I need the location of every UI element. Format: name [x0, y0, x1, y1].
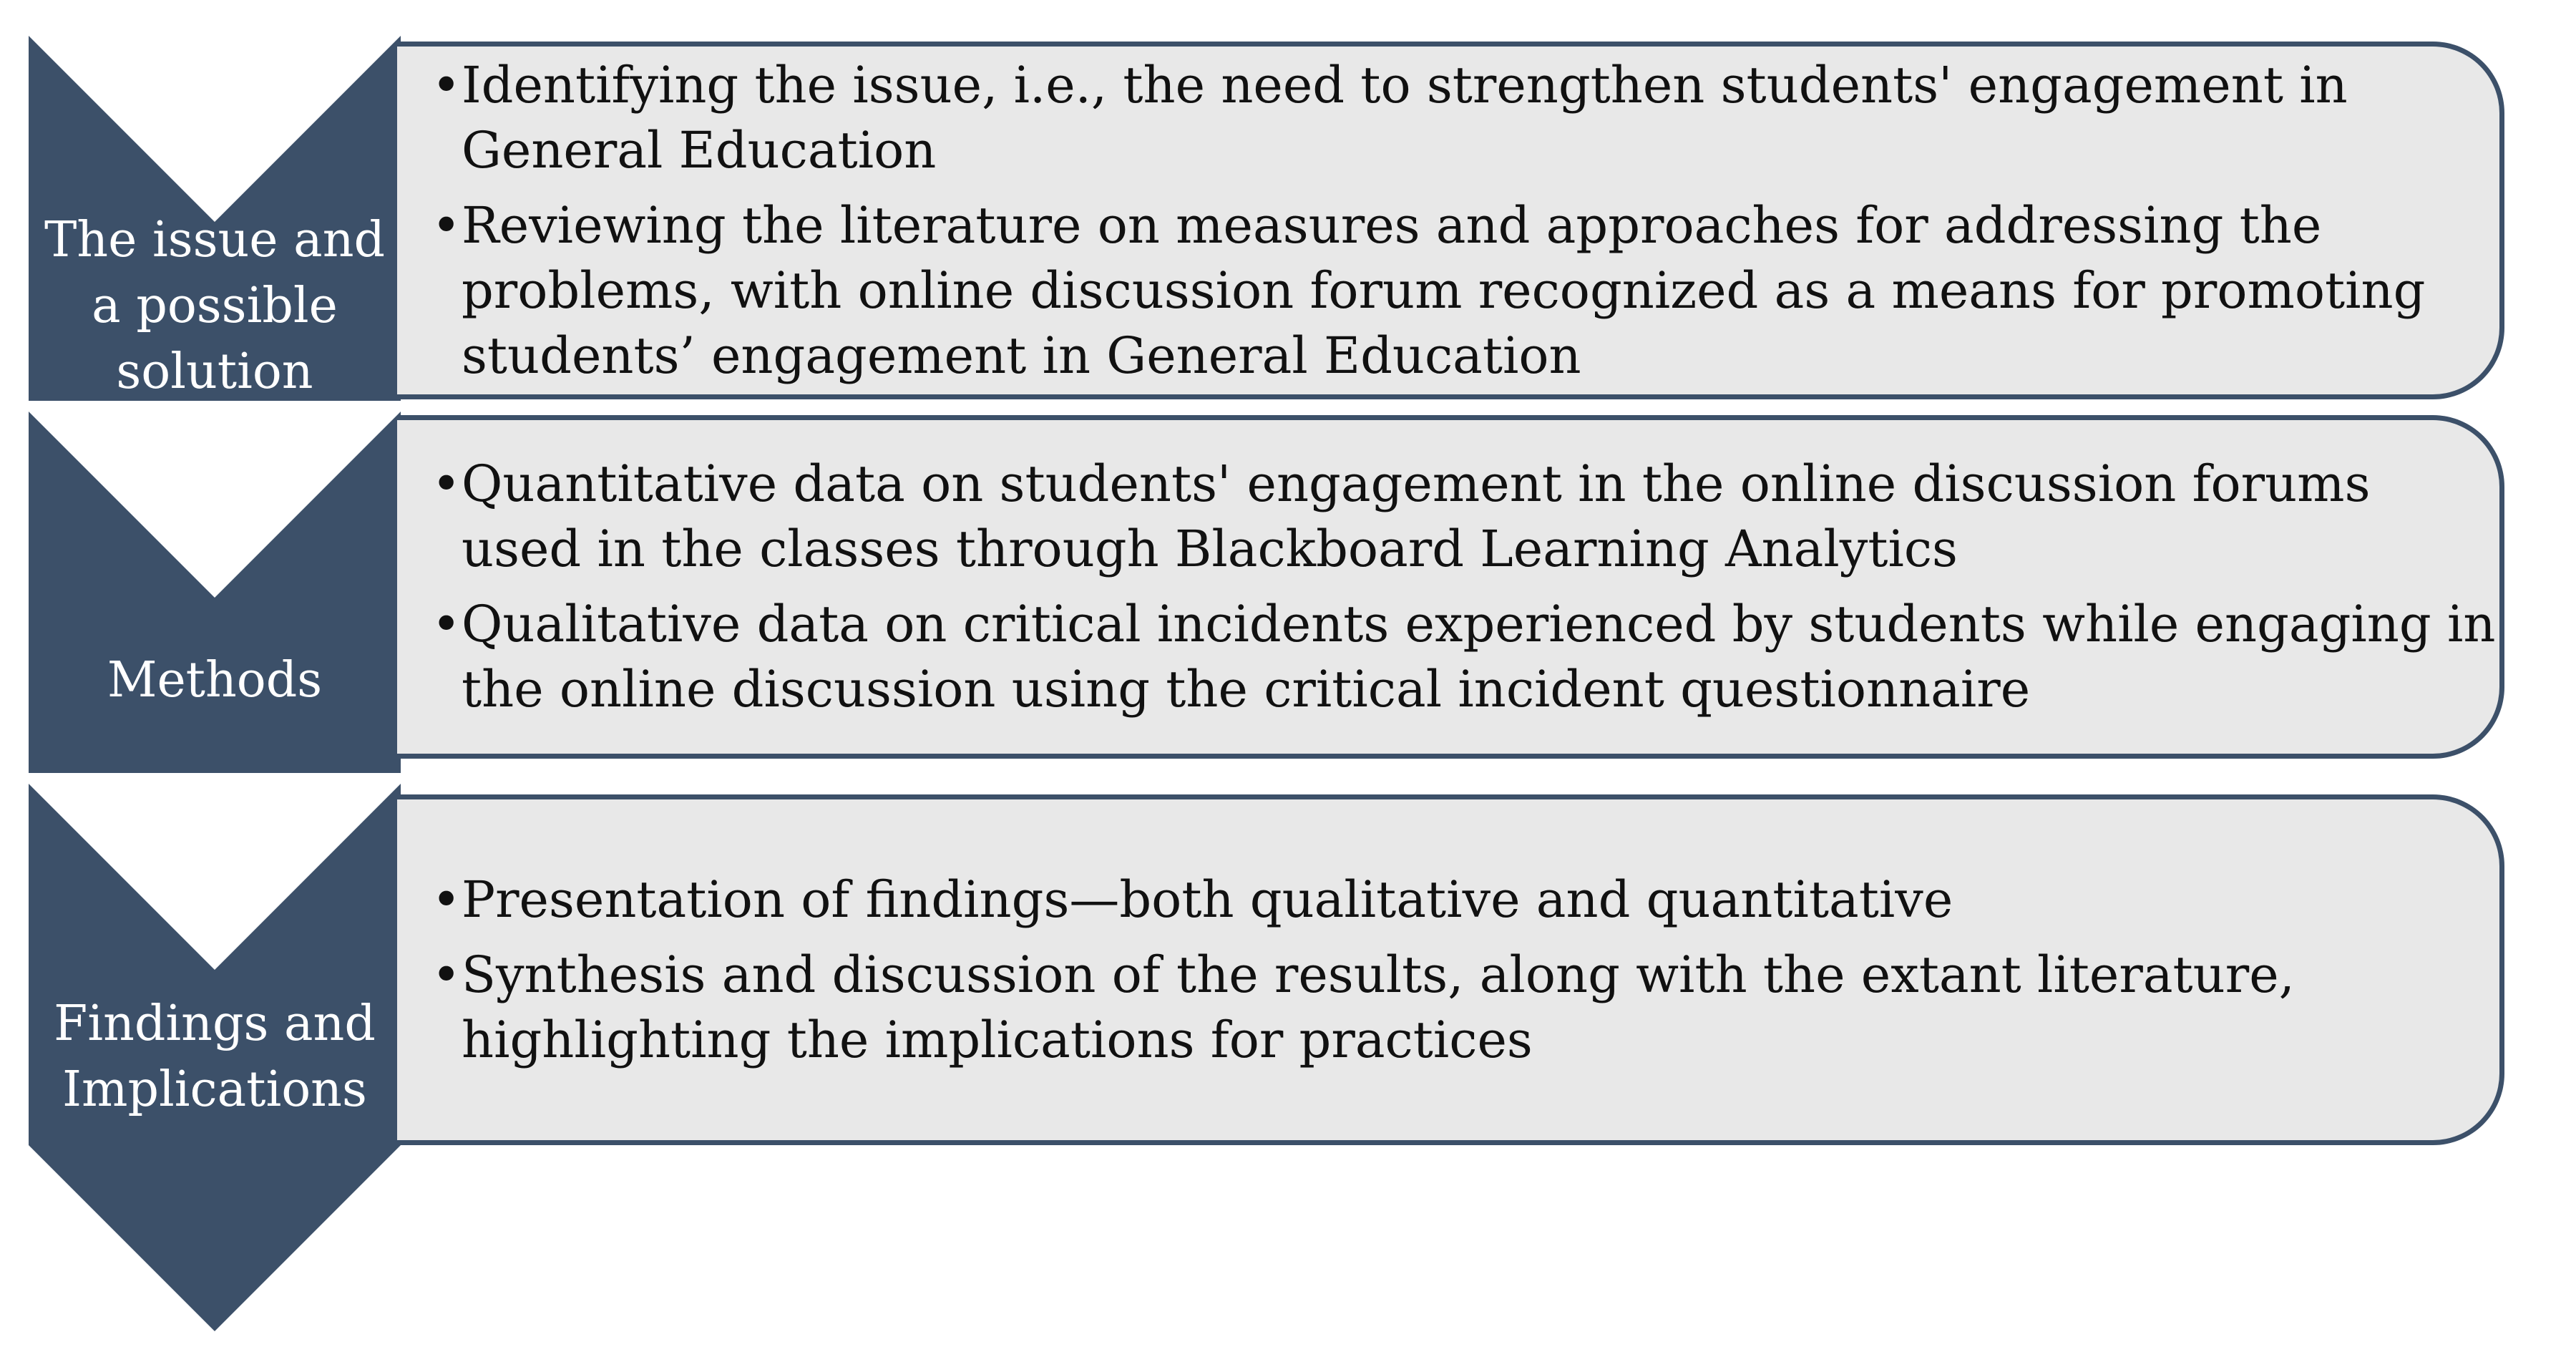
stage-1-bullet-2-text: Reviewing the literature on measures and approaches for addressing the problems, with online discussion forum recognized as a means for promoting students’ engagement in General Education — [462, 195, 2426, 385]
stage-1-box — [397, 42, 2504, 399]
bullet-icon: • — [431, 870, 462, 929]
stage-1-bullet-2 — [431, 193, 2499, 389]
bullet-icon: • — [431, 945, 462, 1004]
stage-2-bullet-1-text: Quantitative data on students' engagement in the online discussion forums used in the classes through Blackboard Learning Analytics — [462, 454, 2371, 578]
stage-3-bullet-2 — [431, 943, 2499, 1073]
stage-3-bullet-list — [397, 867, 2499, 1073]
stage-2-box — [397, 415, 2504, 759]
bullet-icon: • — [431, 55, 462, 115]
bullet-icon: • — [431, 454, 462, 513]
stage-1-bullet-1 — [431, 53, 2499, 183]
stage-2-bullet-list — [397, 452, 2499, 722]
stage-3-box — [397, 794, 2504, 1145]
stage-2-label: Methods — [107, 652, 323, 709]
bullet-icon: • — [431, 595, 462, 653]
chevron-stage-2 — [29, 412, 401, 773]
stage-3-label: Findings and Implications — [54, 996, 376, 1118]
stage-2-bullet-2-text: Qualitative data on critical incidents experienced by students while engaging in the online discussion using the critical incident questionnaire — [462, 595, 2496, 719]
bullet-icon: • — [431, 195, 462, 255]
stage-1-bullet-list — [397, 53, 2499, 389]
stage-1-bullet-1-text: Identifying the issue, i.e., the need to strengthen students' engagement in General Education — [462, 55, 2348, 180]
stage-2-bullet-1 — [431, 452, 2499, 582]
stage-1-label: The issue and a possible solution — [44, 212, 386, 400]
stage-3-bullet-2-text: Synthesis and discussion of the results, along with the extant literature, highlighting the implications for practices — [462, 945, 2295, 1069]
stage-3-bullet-1-text: Presentation of findings—both qualitative and quantitative — [462, 870, 1953, 929]
stage-3-bullet-1 — [431, 867, 2499, 933]
stage-2-bullet-2 — [431, 592, 2499, 722]
